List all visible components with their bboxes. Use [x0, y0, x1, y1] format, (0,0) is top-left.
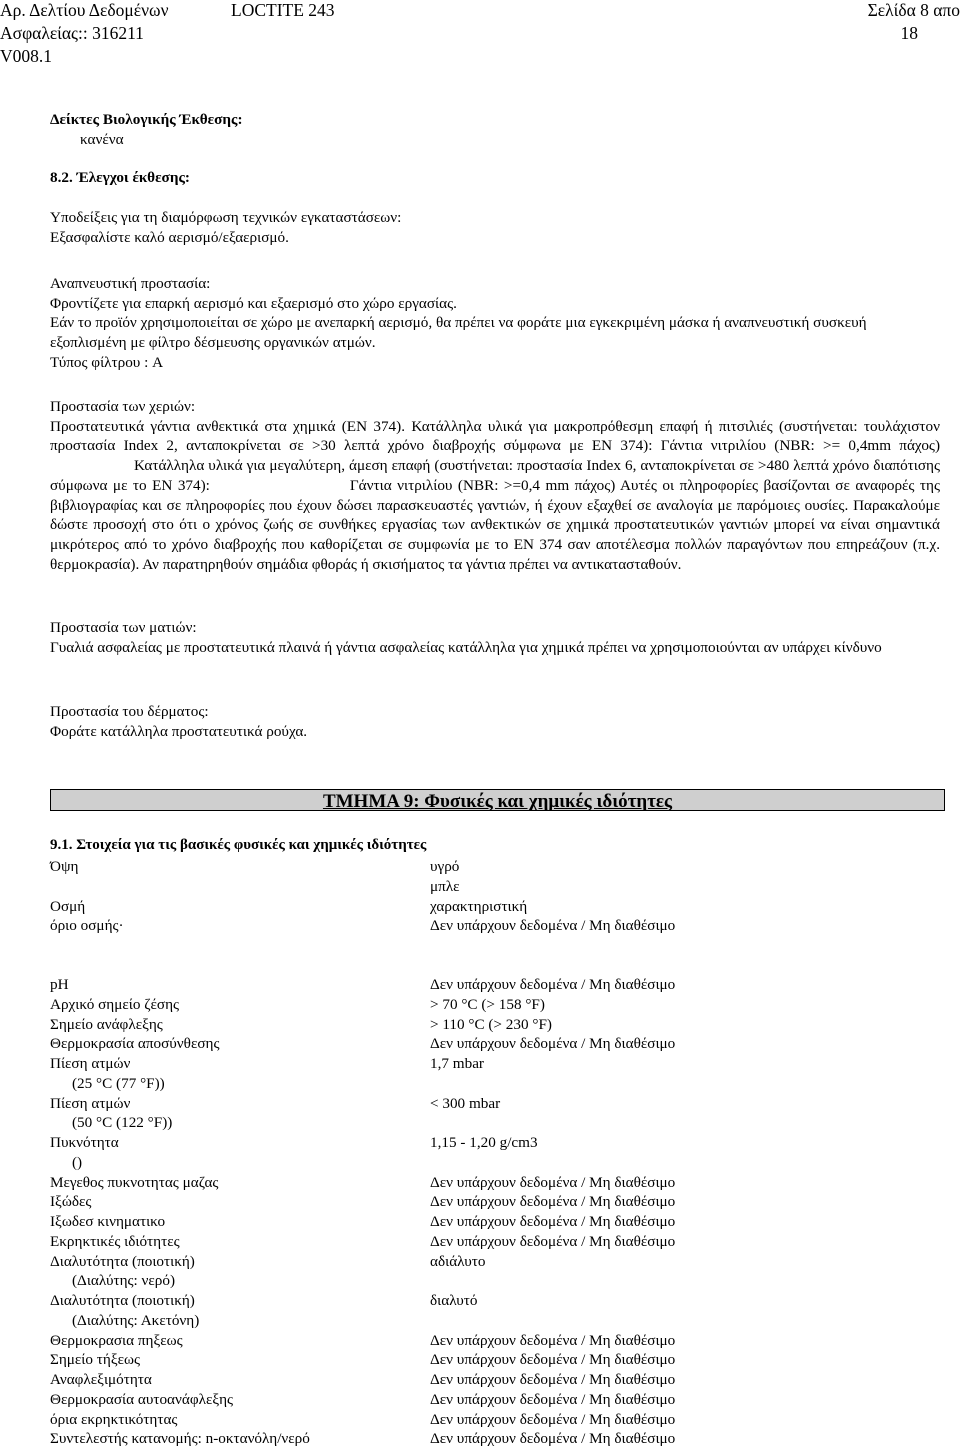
property-label: Θερμοκρασια πηξεως — [50, 1331, 183, 1349]
property-row — [50, 995, 930, 1015]
section-9-title: ΤΜΗΜΑ 9: Φυσικές και χημικές ιδιότητες — [322, 791, 673, 812]
property-label: Σημείο ανάφλεξης — [50, 1015, 163, 1033]
product-name: LOCTITE 243 — [231, 0, 335, 20]
respiratory-filter-type: Τύπος φίλτρου : A — [50, 353, 164, 371]
document-header-left — [0, 0, 220, 68]
property-label: Ιξώδες — [50, 1193, 92, 1211]
property-value: Δεν υπάρχουν δεδομένα / Μη διαθέσιμο — [430, 1213, 676, 1230]
property-row — [50, 897, 930, 917]
property-value: 1,7 mbar — [430, 1055, 484, 1072]
property-row — [50, 1410, 930, 1430]
property-value: Δεν υπάρχουν δεδομένα / Μη διαθέσιμο — [430, 1390, 676, 1408]
property-row — [50, 1390, 930, 1410]
bio-indicators-value: κανένα — [80, 130, 124, 148]
property-row — [50, 1212, 930, 1232]
property-value: Δεν υπάρχουν δεδομένα / Μη διαθέσιμο — [430, 1430, 676, 1448]
property-value: 1,15 - 1,20 g/cm3 — [430, 1134, 538, 1151]
property-row — [50, 1232, 930, 1252]
property-condition: (50 °C (122 °F)) — [72, 1114, 173, 1132]
property-value: Δεν υπάρχουν δεδομένα / Μη διαθέσιμο — [430, 917, 676, 935]
property-row — [50, 1094, 930, 1114]
property-label: Διαλυτότητα (ποιοτική) — [50, 1292, 195, 1309]
property-label: Διαλυτότητα (ποιοτική) — [50, 1252, 195, 1270]
engineering-controls-block — [50, 208, 940, 247]
hand-protection-block — [50, 397, 940, 574]
property-label: Αναφλεξιμότητα — [50, 1371, 152, 1388]
property-row — [50, 1370, 930, 1390]
respiratory-protection-line1: Φροντίζετε για επαρκή αερισμό και εξαερισμό στο χώρο εργασίας. — [50, 294, 457, 312]
section-9-1-heading: 9.1. Στοιχεία για τις βασικές φυσικές και χημικές ιδιότητες — [50, 837, 427, 853]
engineering-controls-text: Εξασφαλίστε καλό αερισμό/εξαερισμό. — [50, 228, 289, 246]
property-label: Σημείο τήξεως — [50, 1351, 140, 1369]
property-row — [50, 1350, 930, 1370]
property-label: Πίεση ατμών — [50, 1094, 131, 1112]
property-value: Δεν υπάρχουν δεδομένα / Μη διαθέσιμο — [430, 1232, 676, 1250]
property-value: Δεν υπάρχουν δεδομένα / Μη διαθέσιμο — [430, 1410, 676, 1428]
property-label: Θερμοκρασία αυτοανάφλεξης — [50, 1390, 234, 1408]
property-row — [50, 1034, 930, 1054]
property-value: > 110 °C (> 230 °F) — [430, 1015, 552, 1033]
property-row — [50, 1429, 930, 1449]
property-row — [50, 1074, 930, 1094]
sds-number-value: Ασφαλείας:: 316211 — [0, 23, 144, 43]
property-label: Ιξωδεσ κινηματικο — [50, 1213, 166, 1230]
property-row — [50, 975, 930, 995]
property-value: Δεν υπάρχουν δεδομένα / Μη διαθέσιμο — [430, 1035, 676, 1053]
property-row — [50, 1291, 930, 1311]
property-label: Αρχικό σημείο ζέσης — [50, 995, 180, 1013]
hand-protection-label: Προστασία των χεριών: — [50, 398, 196, 415]
property-condition: (Διαλύτης: νερό) — [72, 1272, 176, 1290]
property-row — [50, 1153, 930, 1173]
eye-protection-text: Γυαλιά ασφαλείας με προστατευτικά πλαινά ή γάντια ασφαλείας κατάλληλα για χημικά πρέπει να χρησιμοποιούνται αν υπάρχει κίνδυνο — [50, 638, 882, 656]
property-condition: (Διαλύτης: Ακετόνη) — [72, 1311, 200, 1329]
property-value: Δεν υπάρχουν δεδομένα / Μη διαθέσιμο — [430, 1371, 676, 1388]
eye-protection-label: Προστασία των ματιών: — [50, 619, 197, 636]
property-row — [50, 1271, 930, 1291]
property-value: Δεν υπάρχουν δεδομένα / Μη διαθέσιμο — [430, 976, 676, 993]
property-condition: (25 °C (77 °F)) — [72, 1074, 165, 1092]
page-number-total: 18 — [900, 23, 918, 43]
property-label: Όψη — [50, 858, 79, 875]
eye-protection-block — [50, 618, 940, 657]
property-row — [50, 1192, 930, 1212]
property-label: Οσμή — [50, 897, 86, 915]
property-value: αδιάλυτο — [430, 1252, 486, 1270]
property-value: > 70 °C (> 158 °F) — [430, 995, 545, 1013]
property-row — [50, 1015, 930, 1035]
bio-indicators-block — [50, 110, 940, 149]
property-row — [50, 1311, 930, 1331]
property-label: Συντελεστής κατανομής: n-οκτανόλη/νερό — [50, 1430, 310, 1448]
property-row — [50, 1113, 930, 1133]
respiratory-protection-label: Αναπνευστική προστασία: — [50, 275, 211, 292]
property-label: pH — [50, 976, 69, 993]
property-label: Εκρηκτικές ιδιότητες — [50, 1232, 180, 1250]
respiratory-protection-line2: Εάν το προϊόν χρησιμοποιείται σε χώρο με ανεπαρκή αερισμό, θα πρέπει να φοράτε μια εγκεκριμένη μάσκα ή αναπνευστική συσκευή εξοπλισμένη με φίλτρο δέσμευσης οργανικών ατμών. — [50, 314, 867, 352]
property-row — [50, 1331, 930, 1351]
property-label: Πίεση ατμών — [50, 1055, 131, 1072]
property-value: χαρακτηριστική — [430, 897, 528, 915]
hand-protection-text-a: Προστατευτικά γάντια ανθεκτικά στα χημικά (EN 374). Κατάλληλα υλικά για μακροπρόθεσμη επαφή ή πιτσιλιές (συστήνεται: τουλάχιστον προστασία Index 2, ανταποκρίνεται σε >30 λεπτά χρόνο διαβροχής σύμφωνα με EN 374): Γάντια νιτριλίου (NBR: >= 0,4mm πάχος) — [50, 417, 940, 455]
hand-protection-text-c: Γάντια νιτριλίου (NBR: >=0,4 mm πάχος) Αυτές οι πληροφορίες βασίζονται σε αναφορές της βιβλιογραφίας και σε πληροφορίες που έχουν δώσει παρασκευαστές γαντιών, ή έχουν εξαχθεί σε αναλογία με παρόμοιες ουσίες. Παρακαλούμε δώστε προσοχή στο ότι ο χρόνος ζωής σε συνθήκες εργασίας των ανθεκτικών σε χημικά προστατευτικών γαντιών μπορεί να είναι σημαντικά μικρότερος από το χρόνο διαβροχής που καθορίζεται σε συμφωνία με το EN 374 σαν αποτέλεσμα πολλών παραγόντων που επηρεάζουν (π.χ. θερμοκρασία). Αν παρατηρηθούν σημάδια φθοράς ή σκισήματος τα γάντια πρέπει να αντικατασταθούν. — [50, 476, 940, 573]
property-label: όριο οσμής· — [50, 917, 124, 935]
property-value: Δεν υπάρχουν δεδομένα / Μη διαθέσιμο — [430, 1351, 676, 1369]
hand-protection-text — [50, 417, 940, 575]
page-number-label: Σελίδα 8 απο — [867, 0, 960, 20]
skin-protection-block — [50, 702, 940, 741]
property-value: διαλυτό — [430, 1292, 478, 1309]
property-row — [50, 916, 930, 936]
skin-protection-text: Φοράτε κατάλληλα προστατευτικά ρούχα. — [50, 722, 308, 740]
property-value: Δεν υπάρχουν δεδομένα / Μη διαθέσιμο — [430, 1173, 676, 1191]
hand-protection-text-b: Κατάλληλα υλικά για μεγαλύτερη, άμεση επαφή (συστήνεται: προστασία Index 6, ανταποκρίνεται σε >480 λεπτά χρόνο διαπότισης σύμφωνα με το EN 374): — [50, 457, 940, 494]
bio-indicators-heading: Δείκτες Βιολογικής Έκθεσης: — [50, 111, 243, 128]
property-value: υγρό — [430, 858, 460, 875]
page-number — [800, 0, 960, 45]
property-row — [50, 1173, 930, 1193]
property-label: όρια εκρηκτικότητας — [50, 1410, 178, 1428]
property-value: μπλε — [430, 877, 460, 895]
sds-number-label: Αρ. Δελτίου Δεδομένων — [0, 0, 169, 20]
property-label: Μεγεθος πυκνοτητας μαζας — [50, 1173, 219, 1191]
respiratory-protection-block — [50, 274, 940, 373]
exposure-controls-heading: 8.2. Έλεγχοι έκθεσης: — [50, 169, 190, 186]
property-label: Πυκνότητα — [50, 1134, 119, 1151]
property-condition: () — [72, 1153, 83, 1171]
property-label: Θερμοκρασία αποσύνθεσης — [50, 1035, 220, 1053]
property-value: < 300 mbar — [430, 1094, 501, 1112]
skin-protection-label: Προστασία του δέρματος: — [50, 703, 209, 720]
property-row — [50, 1252, 930, 1272]
property-row — [50, 877, 930, 897]
property-row — [50, 1054, 930, 1074]
property-value: Δεν υπάρχουν δεδομένα / Μη διαθέσιμο — [430, 1193, 676, 1211]
version-label: V008.1 — [0, 46, 53, 66]
engineering-controls-label: Υποδείξεις για τη διαμόρφωση τεχνικών εγκαταστάσεων: — [50, 209, 402, 226]
property-row — [50, 857, 930, 877]
property-value: Δεν υπάρχουν δεδομένα / Μη διαθέσιμο — [430, 1331, 676, 1349]
property-row — [50, 1133, 930, 1153]
